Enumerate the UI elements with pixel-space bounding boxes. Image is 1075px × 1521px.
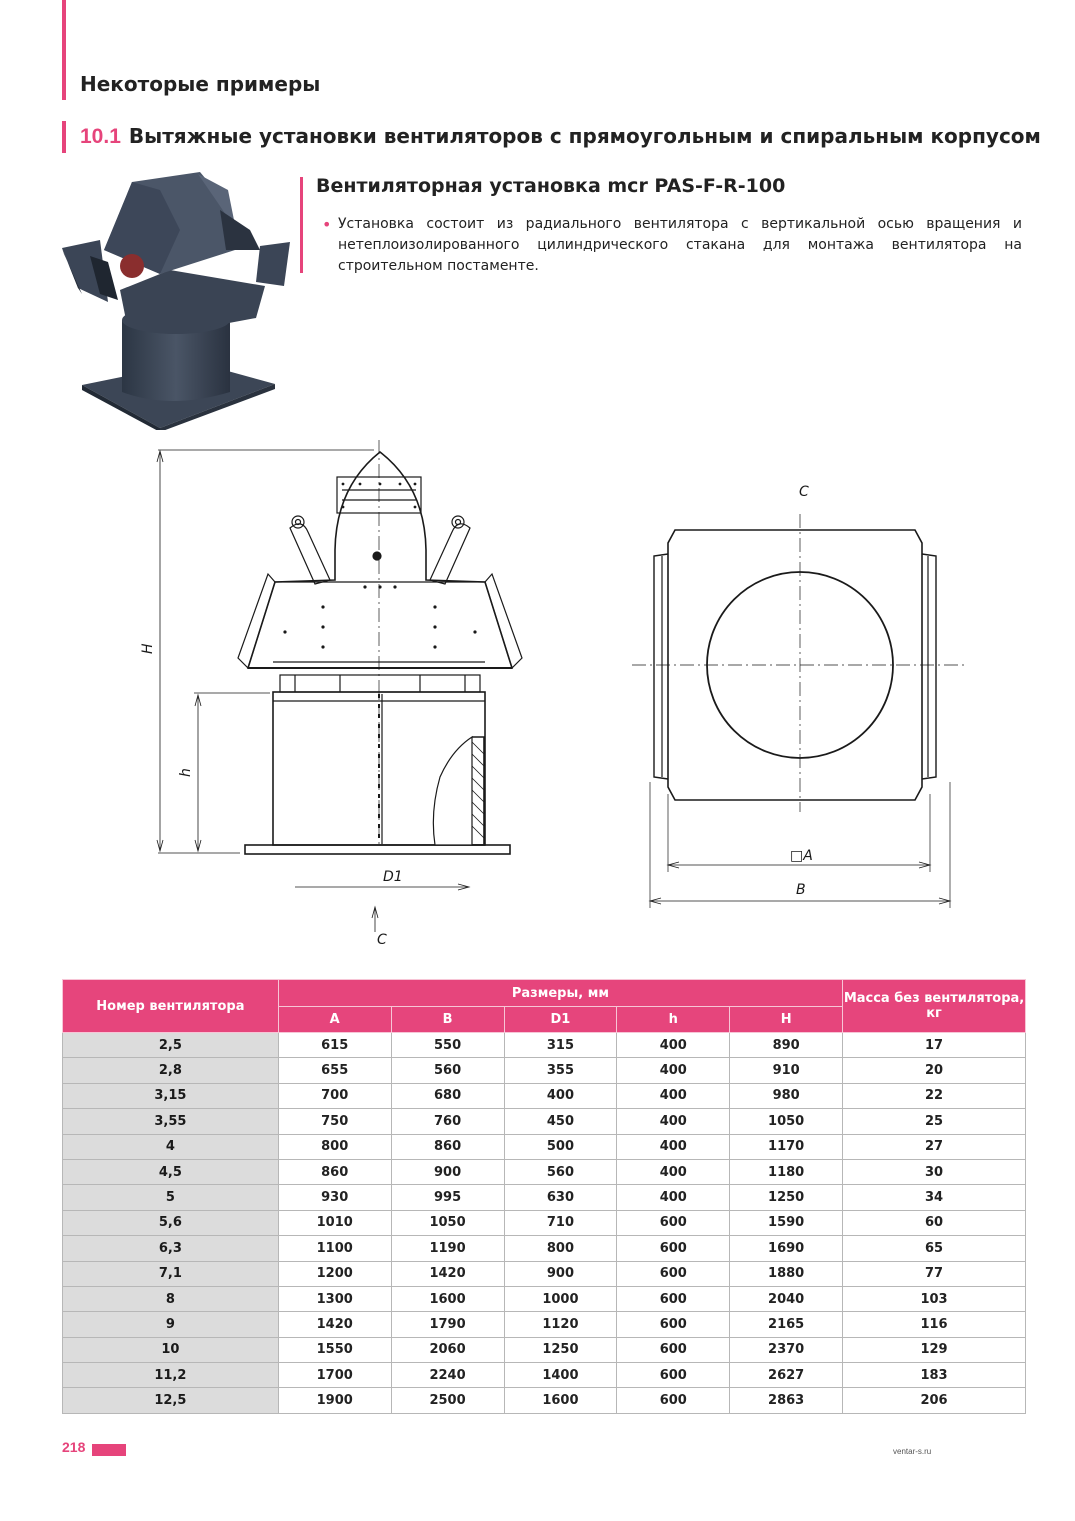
cell-mass: 116 xyxy=(843,1312,1026,1337)
cell-A: 800 xyxy=(278,1134,391,1159)
cell-fan-number: 7,1 xyxy=(63,1261,279,1286)
subsection-number: 10.1 xyxy=(80,125,121,148)
cell-B: 680 xyxy=(391,1083,504,1108)
cell-h: 600 xyxy=(617,1312,730,1337)
cell-h: 400 xyxy=(617,1159,730,1184)
cell-H: 2040 xyxy=(730,1286,843,1311)
cell-D1: 500 xyxy=(504,1134,617,1159)
cell-A: 655 xyxy=(278,1058,391,1083)
accent-bar-subsection xyxy=(62,121,66,153)
cell-h: 600 xyxy=(617,1236,730,1261)
table-row xyxy=(63,1312,1026,1337)
cell-fan-number: 10 xyxy=(63,1337,279,1362)
cell-mass: 20 xyxy=(843,1058,1026,1083)
cell-H: 1250 xyxy=(730,1185,843,1210)
label-D1: D1 xyxy=(383,869,403,885)
header-col-B: B xyxy=(391,1007,504,1033)
cell-D1: 900 xyxy=(504,1261,617,1286)
cell-B: 1600 xyxy=(391,1286,504,1311)
cell-A: 1420 xyxy=(278,1312,391,1337)
cell-mass: 27 xyxy=(843,1134,1026,1159)
cell-A: 930 xyxy=(278,1185,391,1210)
dimensions-table xyxy=(62,979,1026,1414)
cell-D1: 710 xyxy=(504,1210,617,1235)
side-view-labels xyxy=(140,643,403,948)
cell-h: 600 xyxy=(617,1286,730,1311)
table-row xyxy=(63,1388,1026,1413)
cell-B: 2500 xyxy=(391,1388,504,1413)
cell-mass: 30 xyxy=(843,1159,1026,1184)
table-row xyxy=(63,1058,1026,1083)
cell-fan-number: 2,8 xyxy=(63,1058,279,1083)
cell-B: 560 xyxy=(391,1058,504,1083)
label-C-top: C xyxy=(799,484,809,500)
cell-D1: 560 xyxy=(504,1159,617,1184)
cell-H: 2165 xyxy=(730,1312,843,1337)
cell-fan-number: 11,2 xyxy=(63,1363,279,1388)
cell-h: 600 xyxy=(617,1363,730,1388)
table-row xyxy=(63,1337,1026,1362)
cell-A: 615 xyxy=(278,1033,391,1058)
cell-D1: 1120 xyxy=(504,1312,617,1337)
cell-H: 910 xyxy=(730,1058,843,1083)
plan-view-labels xyxy=(790,484,813,898)
cell-A: 1010 xyxy=(278,1210,391,1235)
cell-h: 400 xyxy=(617,1185,730,1210)
cell-D1: 400 xyxy=(504,1083,617,1108)
cell-H: 1690 xyxy=(730,1236,843,1261)
cell-fan-number: 6,3 xyxy=(63,1236,279,1261)
cell-H: 1590 xyxy=(730,1210,843,1235)
cell-h: 400 xyxy=(617,1058,730,1083)
table-row xyxy=(63,1083,1026,1108)
accent-bar-top xyxy=(62,0,66,100)
cell-mass: 17 xyxy=(843,1033,1026,1058)
cell-D1: 355 xyxy=(504,1058,617,1083)
cell-mass: 183 xyxy=(843,1363,1026,1388)
cell-H: 980 xyxy=(730,1083,843,1108)
header-col-H: H xyxy=(730,1007,843,1033)
header-col-h: h xyxy=(617,1007,730,1033)
cell-A: 1300 xyxy=(278,1286,391,1311)
cell-mass: 25 xyxy=(843,1109,1026,1134)
cell-A: 700 xyxy=(278,1083,391,1108)
table-row xyxy=(63,1236,1026,1261)
table-row xyxy=(63,1210,1026,1235)
website-url: ventar-s.ru xyxy=(893,1447,932,1456)
cell-A: 750 xyxy=(278,1109,391,1134)
cell-B: 550 xyxy=(391,1033,504,1058)
cell-h: 400 xyxy=(617,1109,730,1134)
cell-fan-number: 4 xyxy=(63,1134,279,1159)
cell-B: 860 xyxy=(391,1134,504,1159)
cell-fan-number: 9 xyxy=(63,1312,279,1337)
section-title: Некоторые примеры xyxy=(80,72,321,96)
cell-mass: 22 xyxy=(843,1083,1026,1108)
subsection-heading xyxy=(80,124,1041,149)
cell-D1: 315 xyxy=(504,1033,617,1058)
cell-H: 2627 xyxy=(730,1363,843,1388)
table-row xyxy=(63,1033,1026,1058)
cell-A: 1550 xyxy=(278,1337,391,1362)
product-description xyxy=(322,214,1022,277)
cell-H: 1170 xyxy=(730,1134,843,1159)
cell-mass: 103 xyxy=(843,1286,1026,1311)
product-photo xyxy=(60,170,290,430)
accent-bar-product xyxy=(300,177,303,273)
cell-B: 900 xyxy=(391,1159,504,1184)
bullet-icon: • xyxy=(322,215,332,234)
side-view xyxy=(157,440,522,932)
cell-D1: 630 xyxy=(504,1185,617,1210)
header-col-D1: D1 xyxy=(504,1007,617,1033)
cell-H: 1180 xyxy=(730,1159,843,1184)
cell-A: 860 xyxy=(278,1159,391,1184)
cell-mass: 65 xyxy=(843,1236,1026,1261)
cell-fan-number: 5 xyxy=(63,1185,279,1210)
cell-fan-number: 3,15 xyxy=(63,1083,279,1108)
cell-fan-number: 2,5 xyxy=(63,1033,279,1058)
cell-A: 1900 xyxy=(278,1388,391,1413)
cell-D1: 1600 xyxy=(504,1388,617,1413)
cell-H: 1050 xyxy=(730,1109,843,1134)
label-B: B xyxy=(796,882,806,898)
cell-H: 890 xyxy=(730,1033,843,1058)
cell-h: 400 xyxy=(617,1083,730,1108)
cell-B: 1420 xyxy=(391,1261,504,1286)
cell-h: 400 xyxy=(617,1134,730,1159)
cell-A: 1700 xyxy=(278,1363,391,1388)
cell-B: 995 xyxy=(391,1185,504,1210)
cell-mass: 60 xyxy=(843,1210,1026,1235)
cell-H: 2370 xyxy=(730,1337,843,1362)
cell-fan-number: 8 xyxy=(63,1286,279,1311)
cell-B: 1190 xyxy=(391,1236,504,1261)
cell-A: 1200 xyxy=(278,1261,391,1286)
product-description-text: Установка состоит из радиального вентилятора с вертикальной осью вращения и нетеплоизолированного цилиндрического стакана для монтажа вентилятора на строительном постаменте. xyxy=(338,216,1022,274)
header-fan-number: Номер вентилятора xyxy=(63,980,279,1033)
cell-h: 600 xyxy=(617,1337,730,1362)
table-row xyxy=(63,1363,1026,1388)
table-row xyxy=(63,1159,1026,1184)
cell-fan-number: 4,5 xyxy=(63,1159,279,1184)
cell-H: 2863 xyxy=(730,1388,843,1413)
header-mass: Масса без вентилятора, кг xyxy=(843,980,1026,1033)
label-H: H xyxy=(140,643,156,654)
cell-B: 2240 xyxy=(391,1363,504,1388)
page-number-accent xyxy=(92,1444,126,1456)
cell-B: 760 xyxy=(391,1109,504,1134)
cell-mass: 34 xyxy=(843,1185,1026,1210)
technical-drawing xyxy=(130,432,970,952)
cell-D1: 1000 xyxy=(504,1286,617,1311)
cell-mass: 77 xyxy=(843,1261,1026,1286)
table-row xyxy=(63,1286,1026,1311)
header-dimensions: Размеры, мм xyxy=(278,980,842,1007)
label-h: h xyxy=(178,768,194,777)
cell-D1: 1400 xyxy=(504,1363,617,1388)
cell-h: 600 xyxy=(617,1261,730,1286)
cell-B: 2060 xyxy=(391,1337,504,1362)
label-A: □A xyxy=(790,848,813,864)
cell-h: 400 xyxy=(617,1033,730,1058)
cell-fan-number: 5,6 xyxy=(63,1210,279,1235)
cell-D1: 1250 xyxy=(504,1337,617,1362)
cell-h: 600 xyxy=(617,1210,730,1235)
table-row xyxy=(63,1261,1026,1286)
cell-mass: 206 xyxy=(843,1388,1026,1413)
cell-H: 1880 xyxy=(730,1261,843,1286)
product-title: Вентиляторная установка mcr PAS-F-R-100 xyxy=(316,175,786,197)
subsection-title: Вытяжные установки вентиляторов с прямоугольным и спиральным корпусом xyxy=(128,124,1041,148)
table-body xyxy=(63,1033,1026,1414)
page-number: 218 xyxy=(62,1439,86,1455)
cell-A: 1100 xyxy=(278,1236,391,1261)
cell-D1: 800 xyxy=(504,1236,617,1261)
cell-D1: 450 xyxy=(504,1109,617,1134)
cell-fan-number: 12,5 xyxy=(63,1388,279,1413)
cell-mass: 129 xyxy=(843,1337,1026,1362)
label-C-bottom: C xyxy=(377,932,387,948)
table-row xyxy=(63,1185,1026,1210)
table-row xyxy=(63,1109,1026,1134)
header-col-A: A xyxy=(278,1007,391,1033)
cell-h: 600 xyxy=(617,1388,730,1413)
cell-B: 1050 xyxy=(391,1210,504,1235)
cell-fan-number: 3,55 xyxy=(63,1109,279,1134)
table-row xyxy=(63,1134,1026,1159)
cell-B: 1790 xyxy=(391,1312,504,1337)
